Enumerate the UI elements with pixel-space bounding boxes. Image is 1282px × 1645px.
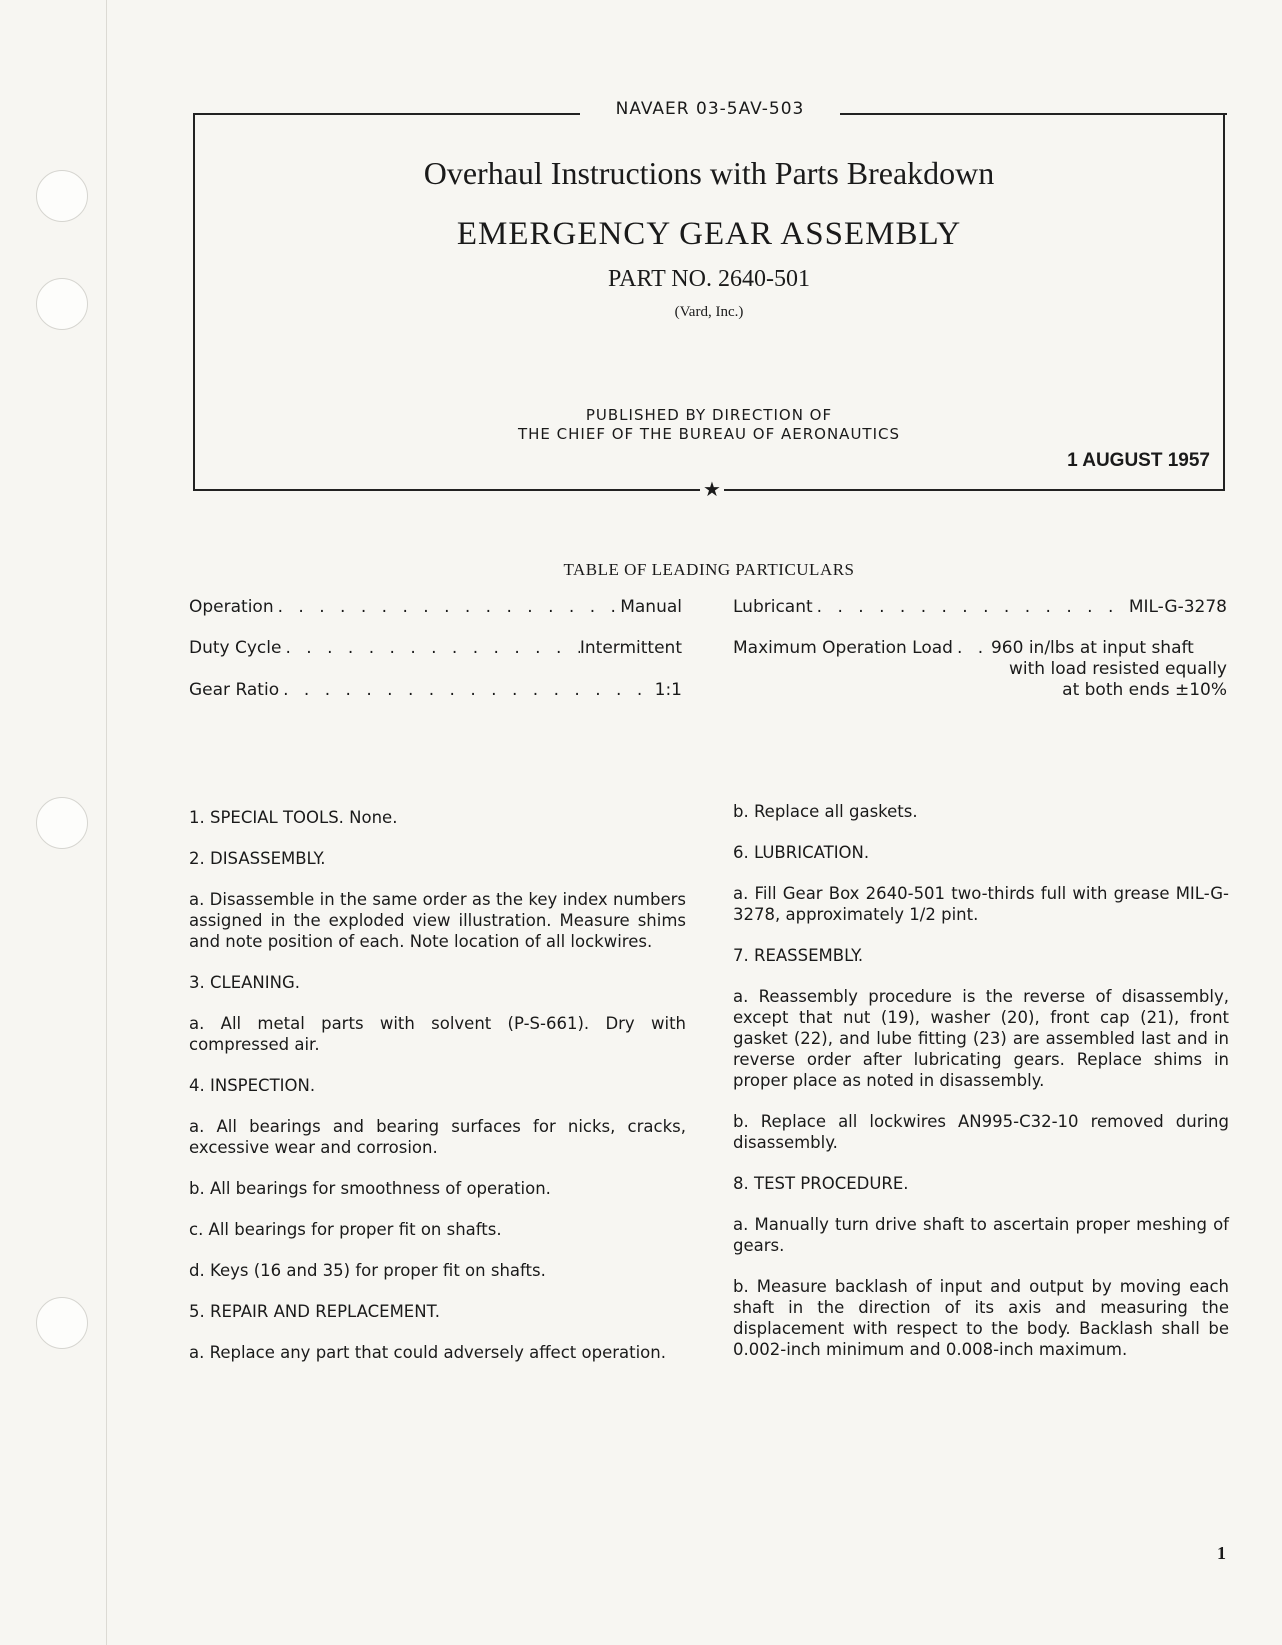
reassembly-step-a: a. Reassembly procedure is the reverse of disassembly, except that nut (19), washer (20), front cap (21), front gasket (22), and lube fitting (23) are assembled last and in reverse order after lubricating gears. Replace shims in proper place as noted in disassembly. — [733, 987, 1229, 1090]
leading-particulars-title: TABLE OF LEADING PARTICULARS — [563, 560, 855, 579]
title-box-top-rule-left — [193, 113, 585, 115]
section-test-heading: 8. TEST PROCEDURE. — [733, 1174, 909, 1193]
instructions-left-column — [189, 807, 686, 1363]
test-step-a: a. Manually turn drive shaft to ascertain proper meshing of gears. — [733, 1215, 1229, 1255]
particular-label: Gear Ratio — [189, 680, 280, 700]
publication-date: 1 AUGUST 1957 — [1067, 450, 1210, 471]
particular-lubricant — [733, 597, 1227, 617]
page-number: 1 — [1217, 1543, 1226, 1563]
section-disassembly-heading: 2. DISASSEMBLY. — [189, 849, 326, 868]
punch-hole-lower — [36, 1297, 88, 1349]
particular-gear-ratio — [189, 680, 682, 700]
leader-dots — [279, 680, 655, 700]
section-reassembly-heading: 7. REASSEMBLY. — [733, 946, 864, 965]
disassembly-step-a: a. Disassemble in the same order as the key index numbers assigned in the exploded view illustration. Measure shims and note position of each. Note location of all lockwires. — [189, 890, 686, 951]
document-title: Overhaul Instructions with Parts Breakdown — [423, 155, 995, 191]
punch-hole-top — [36, 170, 88, 222]
assembly-name: EMERGENCY GEAR ASSEMBLY — [456, 216, 962, 252]
particular-value: Manual — [620, 597, 682, 617]
particular-max-load — [733, 638, 1227, 658]
reassembly-step-b: b. Replace all lockwires AN995-C32-10 removed during disassembly. — [733, 1112, 1229, 1152]
cleaning-step-a: a. All metal parts with solvent (P-S-661). Dry with compressed air. — [189, 1014, 686, 1054]
lubrication-step-a: a. Fill Gear Box 2640-501 two-thirds full with grease MIL-G-3278, approximately 1/2 pint. — [733, 884, 1229, 924]
inspection-step-c: c. All bearings for proper fit on shafts. — [189, 1220, 502, 1239]
inspection-step-a: a. All bearings and bearing surfaces for nicks, cracks, excessive wear and corrosion. — [189, 1117, 686, 1157]
section-repair-heading: 5. REPAIR AND REPLACEMENT. — [189, 1302, 440, 1321]
particular-value: Intermittent — [579, 638, 682, 658]
section-lubrication-heading: 6. LUBRICATION. — [733, 843, 870, 862]
published-by-line2: THE CHIEF OF THE BUREAU OF AERONAUTICS — [517, 425, 901, 443]
part-number: PART NO. 2640-501 — [608, 266, 810, 292]
particular-label: Lubricant — [733, 597, 813, 617]
punch-hole-middle — [36, 797, 88, 849]
inspection-step-b: b. All bearings for smoothness of operation. — [189, 1179, 551, 1198]
instructions-right-column — [733, 801, 1229, 1360]
repair-step-b: b. Replace all gaskets. — [733, 802, 918, 821]
leader-dots — [813, 597, 1129, 617]
particular-operation — [189, 597, 682, 617]
title-box-top-rule-right — [835, 113, 1227, 115]
test-step-b: b. Measure backlash of input and output by moving each shaft in the direction of its axis and measuring the displacement with respect to the body. Backlash shall be 0.002-inch minimum and 0.008-inch maximum. — [733, 1277, 1229, 1359]
leader-dots — [281, 638, 579, 658]
star-icon: ★ — [700, 478, 724, 500]
particular-label: Operation — [189, 597, 274, 617]
section-cleaning-heading: 3. CLEANING. — [189, 973, 300, 992]
binder-margin-line — [106, 0, 107, 1645]
published-by-line1: PUBLISHED BY DIRECTION OF — [585, 406, 833, 424]
particular-value: MIL-G-3278 — [1128, 597, 1227, 617]
particular-value: 960 in/lbs at input shaft — [990, 638, 1194, 658]
repair-step-a: a. Replace any part that could adversely affect operation. — [189, 1343, 666, 1362]
max-load-line3: at both ends ±10% — [1062, 680, 1227, 700]
max-load-line2: with load resisted equally — [1009, 659, 1227, 679]
particular-label: Duty Cycle — [189, 638, 282, 658]
document-number: NAVAER 03-5AV-503 — [580, 99, 840, 119]
punch-hole-upper — [36, 278, 88, 330]
manufacturer: (Vard, Inc.) — [674, 304, 744, 320]
leader-dots — [953, 638, 991, 658]
section-inspection-heading: 4. INSPECTION. — [189, 1076, 316, 1095]
particular-label: Maximum Operation Load — [733, 638, 953, 658]
section-special-tools: 1. SPECIAL TOOLS. None. — [189, 808, 398, 827]
inspection-step-d: d. Keys (16 and 35) for proper fit on shafts. — [189, 1261, 546, 1280]
leader-dots — [274, 597, 621, 617]
particular-duty-cycle — [189, 638, 682, 658]
particular-value: 1:1 — [654, 680, 682, 700]
